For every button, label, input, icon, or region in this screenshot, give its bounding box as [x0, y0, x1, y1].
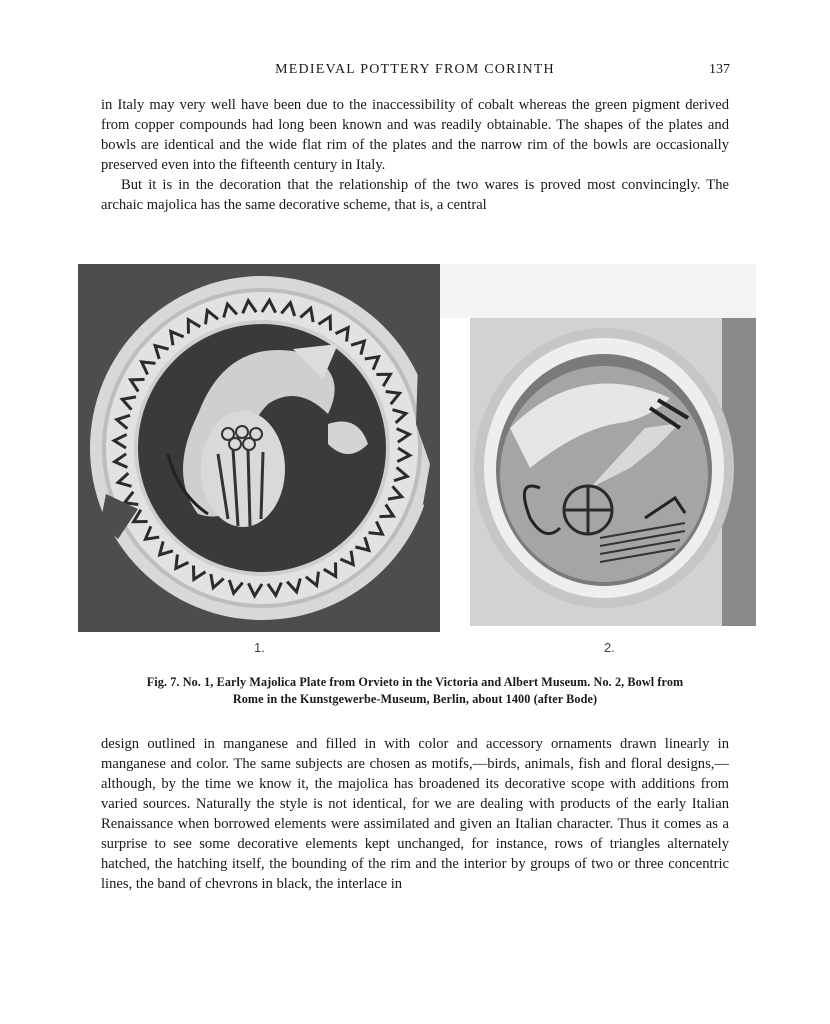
- body-text-bottom: [101, 734, 729, 894]
- paragraph: But it is in the decoration that the relationship of the two wares is proved most convincingly. The archaic majolica has the same decorative scheme, that is, a central: [101, 177, 729, 213]
- figure-7: [78, 264, 756, 658]
- caption-line: Rome in the Kunstgewerbe-Museum, Berlin, about 1400 (after Bode): [232, 692, 598, 706]
- paragraph: design outlined in manganese and filled in with color and accessory ornaments drawn linearly in manganese and color. The same subjects are chosen as motifs,—birds, animals, fish and floral designs,—although, by the time we know it, the majolica has broadened its decorative scope with additions from varied sources. Naturally the style is not identical, for we are dealing with products of the early Italian Renaissance when borrowed elements were assimilated and given an Italian character. Thus it comes as a surprise to see some decorative elements kept unchanged, for instance, rows of triangles alternately hatched, the hatching itself, the bounding of the rim and the interior by groups of two or three concentric lines, the band of chevrons in black, the interlace in: [101, 736, 729, 892]
- paragraph: in Italy may very well have been due to the inaccessibility of cobalt whereas the green pigment derived from copper compounds had long been known and was readily obtainable. The shapes of the plates and bowls are identical and the wide flat rim of the plates and the narrow rim of the bowls are occasionally preserved even into the fifteenth century in Italy.: [101, 97, 729, 173]
- figure-label-2: 2.: [604, 640, 615, 655]
- caption-line: Fig. 7. No. 1, Early Majolica Plate from Orvieto in the Victoria and Albert Museum. No. 2, Bowl from: [146, 675, 684, 689]
- figure-caption: [100, 674, 730, 708]
- page-number: 137: [709, 62, 730, 77]
- running-head: [100, 62, 730, 82]
- plate-photo: [78, 264, 440, 632]
- running-title: MEDIEVAL POTTERY FROM CORINTH: [275, 62, 555, 77]
- photo-background: [440, 264, 756, 318]
- figure-label-1: 1.: [254, 640, 265, 655]
- body-text-top: [101, 95, 729, 215]
- bowl-photo: [470, 318, 756, 626]
